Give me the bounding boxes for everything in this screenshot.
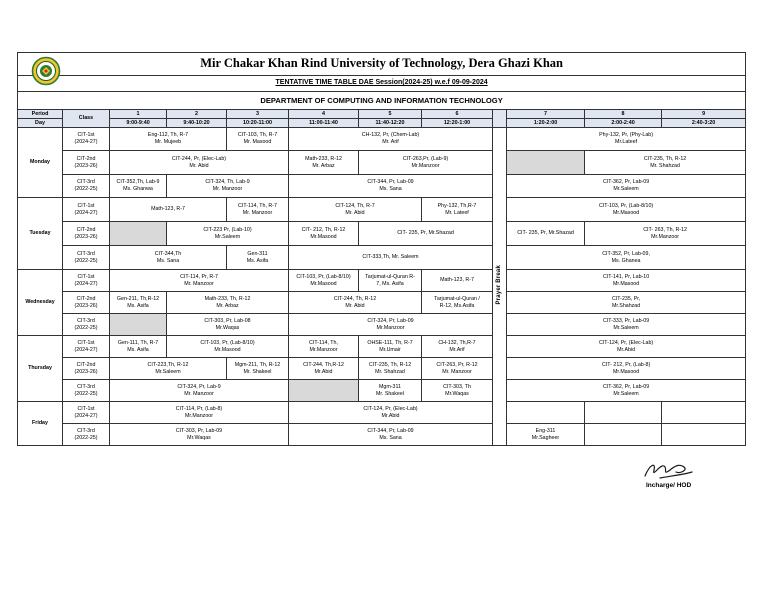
course: CIT-362, Pr, Lab-09 <box>602 383 650 390</box>
university-title: Mir Chakar Khan Rind University of Technology, Dera Ghazi Khan <box>18 53 746 76</box>
lecture-cell <box>359 270 422 292</box>
teacher: Mr.Manzoor <box>411 162 440 169</box>
day-wednesday: Wednesday <box>18 270 63 336</box>
course: CIT-244, Th,R-12 <box>303 361 344 368</box>
course: CIT-352,Th, Lab-9 <box>116 179 160 186</box>
class-name: CIT-3rd <box>77 383 95 390</box>
teacher: Mr. Arbaz <box>216 302 239 309</box>
lecture-cell <box>507 128 746 151</box>
class-name: CIT-3rd <box>77 250 95 257</box>
teacher: Mr. Shakeel <box>376 390 404 397</box>
teacher: Ms. Ghanwa <box>123 186 153 192</box>
course: CIT-333, Pr, Lab-09 <box>602 317 650 324</box>
course: CIT-263,Pr, (Lab-9) <box>402 155 449 162</box>
free-slot <box>110 314 167 336</box>
class-session: (2023-26) <box>74 233 98 240</box>
teacher: Mr.Waqas <box>187 434 211 441</box>
teacher: Ms. Sana <box>156 257 180 264</box>
lecture-cell <box>507 198 746 222</box>
teacher: Mr.Saleem <box>613 186 639 192</box>
lecture-cell <box>110 424 289 446</box>
class-cell <box>63 314 110 336</box>
class-name: CIT-2nd <box>76 226 96 233</box>
course: CIT-103, Pr, (Lab-8/10) <box>296 273 351 280</box>
course: CIT- 235, Pr, Mr.Shazad <box>397 230 454 237</box>
teacher: Mr. Arbaz <box>312 162 335 169</box>
period-time: 12:20-1:00 <box>422 119 493 128</box>
lecture-cell <box>359 380 422 402</box>
lecture-cell <box>422 292 493 314</box>
class-name: CIT-1st <box>77 405 95 412</box>
lecture-cell <box>167 336 289 358</box>
class-name: CIT-2nd <box>76 155 96 162</box>
period-time: 9:40-10:20 <box>167 119 227 128</box>
course: CIT-114, Pr, R-7 <box>180 273 218 280</box>
class-session: (2024-27) <box>74 412 98 419</box>
class-session: (2024-27) <box>74 346 98 353</box>
empty-slot <box>585 424 662 446</box>
course: Math-233, Th, R-12 <box>204 295 251 302</box>
course: CH-132, Th,R-7 <box>438 339 476 346</box>
lecture-cell <box>422 198 493 222</box>
lecture-cell <box>167 222 289 246</box>
teacher: Mr.Abid <box>381 412 400 419</box>
lecture-cell <box>422 380 493 402</box>
lecture-cell <box>422 336 493 358</box>
course: CIT-141, Pr, Lab-10 <box>602 273 650 280</box>
teacher: Ms. Ghanea <box>611 257 641 264</box>
course: Eng-311 <box>535 427 556 434</box>
lecture-cell <box>507 270 746 292</box>
course: OHSE-111, Th, R-7 <box>367 339 413 346</box>
empty-slot <box>507 402 585 424</box>
class-header: Class <box>63 110 110 128</box>
teacher: Ms. Sana <box>379 434 402 441</box>
course: CH-132, Pr, (Chem-Lab) <box>361 132 420 139</box>
teacher: Mr. Mujeeb <box>154 139 182 145</box>
lecture-cell <box>507 380 746 402</box>
free-slot <box>289 380 359 402</box>
course: Phy-132, Th,R-7 <box>437 202 477 209</box>
course: Gen-111, Th, R-7 <box>117 339 159 346</box>
signature <box>640 458 696 484</box>
teacher: Mr. Shahzad <box>375 368 405 375</box>
lecture-cell <box>227 358 289 380</box>
free-slot <box>507 151 585 175</box>
period-number: 5 <box>359 110 422 119</box>
teacher: Mr.Abid <box>617 346 636 353</box>
lecture-cell <box>507 175 746 198</box>
class-name: CIT-1st <box>77 273 95 280</box>
teacher: Mr. Shakeel <box>243 368 272 375</box>
class-name: CIT-3rd <box>77 179 95 186</box>
lecture-cell <box>359 336 422 358</box>
lecture-cell <box>227 246 289 270</box>
class-cell <box>63 358 110 380</box>
lecture-cell <box>110 198 227 222</box>
period-number: 4 <box>289 110 359 119</box>
course: CIT-124, Th, R-7 <box>335 202 375 209</box>
teacher: Mr. Manzoor <box>212 186 243 192</box>
course: CIT- 212, Th, R-12 <box>301 226 346 233</box>
period-header: Period <box>18 110 63 119</box>
teacher: Mr.Masood <box>612 368 640 375</box>
teacher: Mr.Saleem <box>214 233 241 240</box>
class-name: CIT-1st <box>77 202 95 209</box>
lecture-cell <box>167 292 289 314</box>
teacher: Mr.Arif <box>449 346 465 353</box>
period-time: 10:20-11:00 <box>227 119 289 128</box>
teacher: Mr.Masood <box>310 280 337 287</box>
class-session: (2022-25) <box>74 257 98 264</box>
course: Phy-132, Pr, (Phy-Lab) <box>599 132 654 139</box>
lecture-cell <box>507 424 585 446</box>
lecture-cell <box>289 358 359 380</box>
course: CIT- 263, Th, R-12 <box>643 226 687 233</box>
prayer-break-label: Prayer Break <box>495 265 502 305</box>
course: Tarjumat-ul-Quran R- <box>365 273 415 280</box>
lecture-cell <box>359 151 493 175</box>
teacher: Mr. Manzoor <box>184 280 214 287</box>
course: CIT- 212, Pr, (Lab-8) <box>601 361 651 368</box>
class-name: CIT-2nd <box>76 295 96 302</box>
teacher: Mr.Sagheer <box>531 434 560 441</box>
empty-slot <box>662 402 746 424</box>
class-cell <box>63 402 110 424</box>
course: Mgm-311 <box>379 383 401 390</box>
course: CIT-324, Pr, Lab-9 <box>177 383 221 390</box>
day-friday: Friday <box>18 402 63 446</box>
course: CIT-103, Th, R-7 <box>237 132 278 139</box>
lecture-cell <box>289 424 493 446</box>
empty-slot <box>585 402 662 424</box>
teacher: Mr.Manzoor <box>651 233 680 240</box>
teacher: Mr. Abid <box>345 209 365 216</box>
break-header-gap <box>493 110 507 128</box>
teacher: Mr.Manzoor <box>309 346 338 353</box>
course: CIT-124, Pr, (Elec-Lab) <box>598 339 654 346</box>
class-cell <box>63 424 110 446</box>
empty-slot <box>662 424 746 446</box>
lecture-cell <box>289 151 359 175</box>
teacher: Mr. Abid <box>189 162 209 169</box>
lecture-cell <box>167 175 289 198</box>
class-name: CIT-3rd <box>77 427 95 434</box>
logo-seal-icon <box>33 58 60 85</box>
teacher: Mr.Masood <box>612 280 640 287</box>
day-thursday: Thursday <box>18 336 63 402</box>
class-session: (2024-27) <box>74 139 98 145</box>
teacher: Mr.Lateef <box>615 139 638 145</box>
course: CIT-244, Pr, (Elec-Lab) <box>171 155 227 162</box>
teacher: Mr. Shahzad <box>650 162 680 169</box>
lecture-cell <box>289 270 359 292</box>
timetable <box>17 52 746 446</box>
period-time: 2:40-3:20 <box>662 119 746 128</box>
course: Math-233, R-12 <box>305 155 342 162</box>
course: CIT-324, Pr, Lab-09 <box>367 317 414 324</box>
class-cell <box>63 175 110 198</box>
course: CIT-362, Pr, Lab-09 <box>602 179 650 186</box>
course: Mgm-211, Th, R-12 <box>234 361 281 368</box>
university-logo <box>29 56 63 86</box>
course: Gen-311 <box>247 250 268 257</box>
course: CIT-324, Th, Lab-9 <box>205 179 250 186</box>
lecture-cell <box>110 246 227 270</box>
lecture-cell <box>422 270 493 292</box>
day-tuesday: Tuesday <box>18 198 63 270</box>
course: CIT-114, Pr, (Lab-8) <box>175 405 223 412</box>
teacher: Mr. Manzoor <box>184 390 214 397</box>
lecture-cell <box>110 358 227 380</box>
lecture-cell <box>422 358 493 380</box>
course: CIT-103, Pr, (Lab-8/10) <box>200 339 255 346</box>
course: CIT-103, Pr, (Lab-8/10) <box>598 202 654 209</box>
lecture-cell <box>289 198 422 222</box>
lecture-cell <box>289 292 422 314</box>
lecture-cell <box>227 198 289 222</box>
class-cell <box>63 246 110 270</box>
course: Eng-112, Th, R-7 <box>147 132 189 139</box>
course: CIT- 235, Pr, Mr.Shazad <box>517 230 574 237</box>
class-session: (2023-26) <box>74 302 98 309</box>
course: CIT-344,Th <box>154 250 182 257</box>
class-cell <box>63 128 110 151</box>
course: CIT-235, Th, R-12 <box>368 361 412 368</box>
course: Gen-211, Th,R-12 <box>116 295 160 302</box>
lecture-cell <box>289 402 493 424</box>
course: CIT-344, Pr, Lab-09 <box>367 427 414 434</box>
teacher: Mr.Masood <box>214 346 241 353</box>
course: CIT-235, Pr, <box>611 295 641 302</box>
class-cell <box>63 292 110 314</box>
teacher: Ms. Asifa <box>127 302 149 309</box>
period-time: 2:00-2:40 <box>585 119 662 128</box>
course: CIT-303, Pr, Lab-08 <box>204 317 251 324</box>
lecture-cell <box>110 380 289 402</box>
teacher: Mr. Abid <box>345 302 365 309</box>
teacher: Ms. Asifa <box>127 346 149 353</box>
signatory-label: Incharge/ HOD <box>646 482 692 489</box>
period-number: 8 <box>585 110 662 119</box>
lecture-cell <box>289 222 359 246</box>
period-time: 11:00-11:40 <box>289 119 359 128</box>
period-number: 6 <box>422 110 493 119</box>
teacher: Mr.Masood <box>310 233 337 240</box>
class-cell <box>63 380 110 402</box>
course: CIT-114, Th, R-7 <box>238 202 277 209</box>
class-session: (2023-26) <box>74 162 98 169</box>
lecture-cell <box>507 314 746 336</box>
timetable-sheet <box>17 52 745 446</box>
period-number: 9 <box>662 110 746 119</box>
timetable-subtitle: TENTATIVE TIME TABLE DAE Session(2024-25) w.e.f 09-09-2024 <box>18 76 746 92</box>
class-cell <box>63 270 110 292</box>
lecture-cell <box>359 222 493 246</box>
course: CIT-352, Pr, Lab-09, <box>602 250 650 257</box>
lecture-cell <box>507 336 746 358</box>
class-cell <box>63 336 110 358</box>
lecture-cell <box>359 358 422 380</box>
course: Tarjumat-ul-Quran / <box>434 295 480 302</box>
class-session: (2024-27) <box>74 209 98 216</box>
class-name: CIT-3rd <box>77 317 95 324</box>
lecture-cell <box>110 175 167 198</box>
class-name: CIT-1st <box>77 339 95 346</box>
course: Math-123, R-7 <box>440 277 474 284</box>
lecture-cell <box>585 222 746 246</box>
teacher: Mr.Masood <box>612 209 640 216</box>
course: CIT-223 Pr, (Lab-10) <box>203 226 252 233</box>
day-monday: Monday <box>18 128 63 198</box>
teacher: 7, Ms. Asifa <box>376 280 404 287</box>
course: CIT-344, Pr, Lab-09 <box>367 179 414 186</box>
period-time: 9:00-9:40 <box>110 119 167 128</box>
teacher: Mr.Saleem <box>613 390 639 397</box>
class-session: (2022-25) <box>74 390 98 397</box>
lecture-cell <box>507 292 746 314</box>
lecture-cell <box>110 270 289 292</box>
period-number: 7 <box>507 110 585 119</box>
class-cell <box>63 198 110 222</box>
lecture-cell <box>110 292 167 314</box>
day-header: Day <box>18 119 63 128</box>
lecture-cell <box>110 151 289 175</box>
course: CIT-223,Th, R-12 <box>147 361 189 368</box>
free-slot <box>110 222 167 246</box>
teacher: R-12, Ms.Asifa <box>439 302 475 309</box>
class-session: (2022-25) <box>74 434 98 441</box>
lecture-cell <box>110 402 289 424</box>
class-name: CIT-2nd <box>76 361 96 368</box>
teacher: Mr.Waqas <box>445 390 469 397</box>
teacher: Mr.Manzoor <box>185 412 213 419</box>
lecture-cell <box>289 336 359 358</box>
lecture-cell <box>289 314 493 336</box>
course: CIT-333,Th, Mr. Saleem <box>362 254 419 261</box>
teacher: Mr. Manzoor <box>242 209 273 216</box>
course: CIT-303, Pr, Lab-09 <box>175 427 223 434</box>
class-cell <box>63 222 110 246</box>
prayer-break-column <box>493 128 507 446</box>
teacher: Mr.Saleem <box>613 324 639 331</box>
teacher: Mr.Abid <box>314 368 333 375</box>
period-time: 1:20-2:00 <box>507 119 585 128</box>
lecture-cell <box>110 336 167 358</box>
course: CIT-244, Th, R-12 <box>333 295 377 302</box>
teacher: Mr. Arif <box>382 139 399 145</box>
lecture-cell <box>507 246 746 270</box>
teacher: Ms. Sana <box>379 186 402 192</box>
class-session: (2023-26) <box>74 368 98 375</box>
course: Math-123, R-7 <box>151 206 185 213</box>
class-session: (2022-25) <box>74 186 98 192</box>
lecture-cell <box>167 314 289 336</box>
teacher: Mr.Waqas <box>215 324 240 331</box>
teacher: Mr. Lateef <box>445 209 469 216</box>
lecture-cell <box>507 358 746 380</box>
course: CIT-114, Th, <box>309 339 338 346</box>
lecture-cell <box>289 246 493 270</box>
teacher: Ms. Asifa <box>246 257 269 264</box>
period-number: 2 <box>167 110 227 119</box>
course: CIT-263, Pr, R-12 <box>436 361 478 368</box>
teacher: Mr. Masood <box>243 139 272 145</box>
period-number: 3 <box>227 110 289 119</box>
course: CIT-124, Pr, (Elec-Lab) <box>363 405 418 412</box>
lecture-cell <box>507 222 585 246</box>
teacher: Mr.Manzoor <box>376 324 405 331</box>
teacher: Mr.Umair <box>379 346 401 353</box>
class-session: (2022-25) <box>74 324 98 331</box>
lecture-cell <box>289 175 493 198</box>
course: CIT-235, Th, R-12 <box>643 155 687 162</box>
teacher: Mr.Shahzad <box>611 302 641 309</box>
course: CIT-303, Th <box>443 383 471 390</box>
department-title: DEPARTMENT OF COMPUTING AND INFORMATION TECHNOLOGY <box>18 92 746 110</box>
teacher: Mr.Saleem <box>155 368 181 375</box>
period-time: 11:40-12:20 <box>359 119 422 128</box>
class-name: CIT-1st <box>77 132 95 139</box>
lecture-cell <box>289 128 493 151</box>
lecture-cell <box>585 151 746 175</box>
teacher: Mr. Manzoor <box>442 368 472 375</box>
period-number: 1 <box>110 110 167 119</box>
lecture-cell <box>110 128 227 151</box>
class-cell <box>63 151 110 175</box>
lecture-cell <box>227 128 289 151</box>
class-session: (2024-27) <box>74 280 98 287</box>
